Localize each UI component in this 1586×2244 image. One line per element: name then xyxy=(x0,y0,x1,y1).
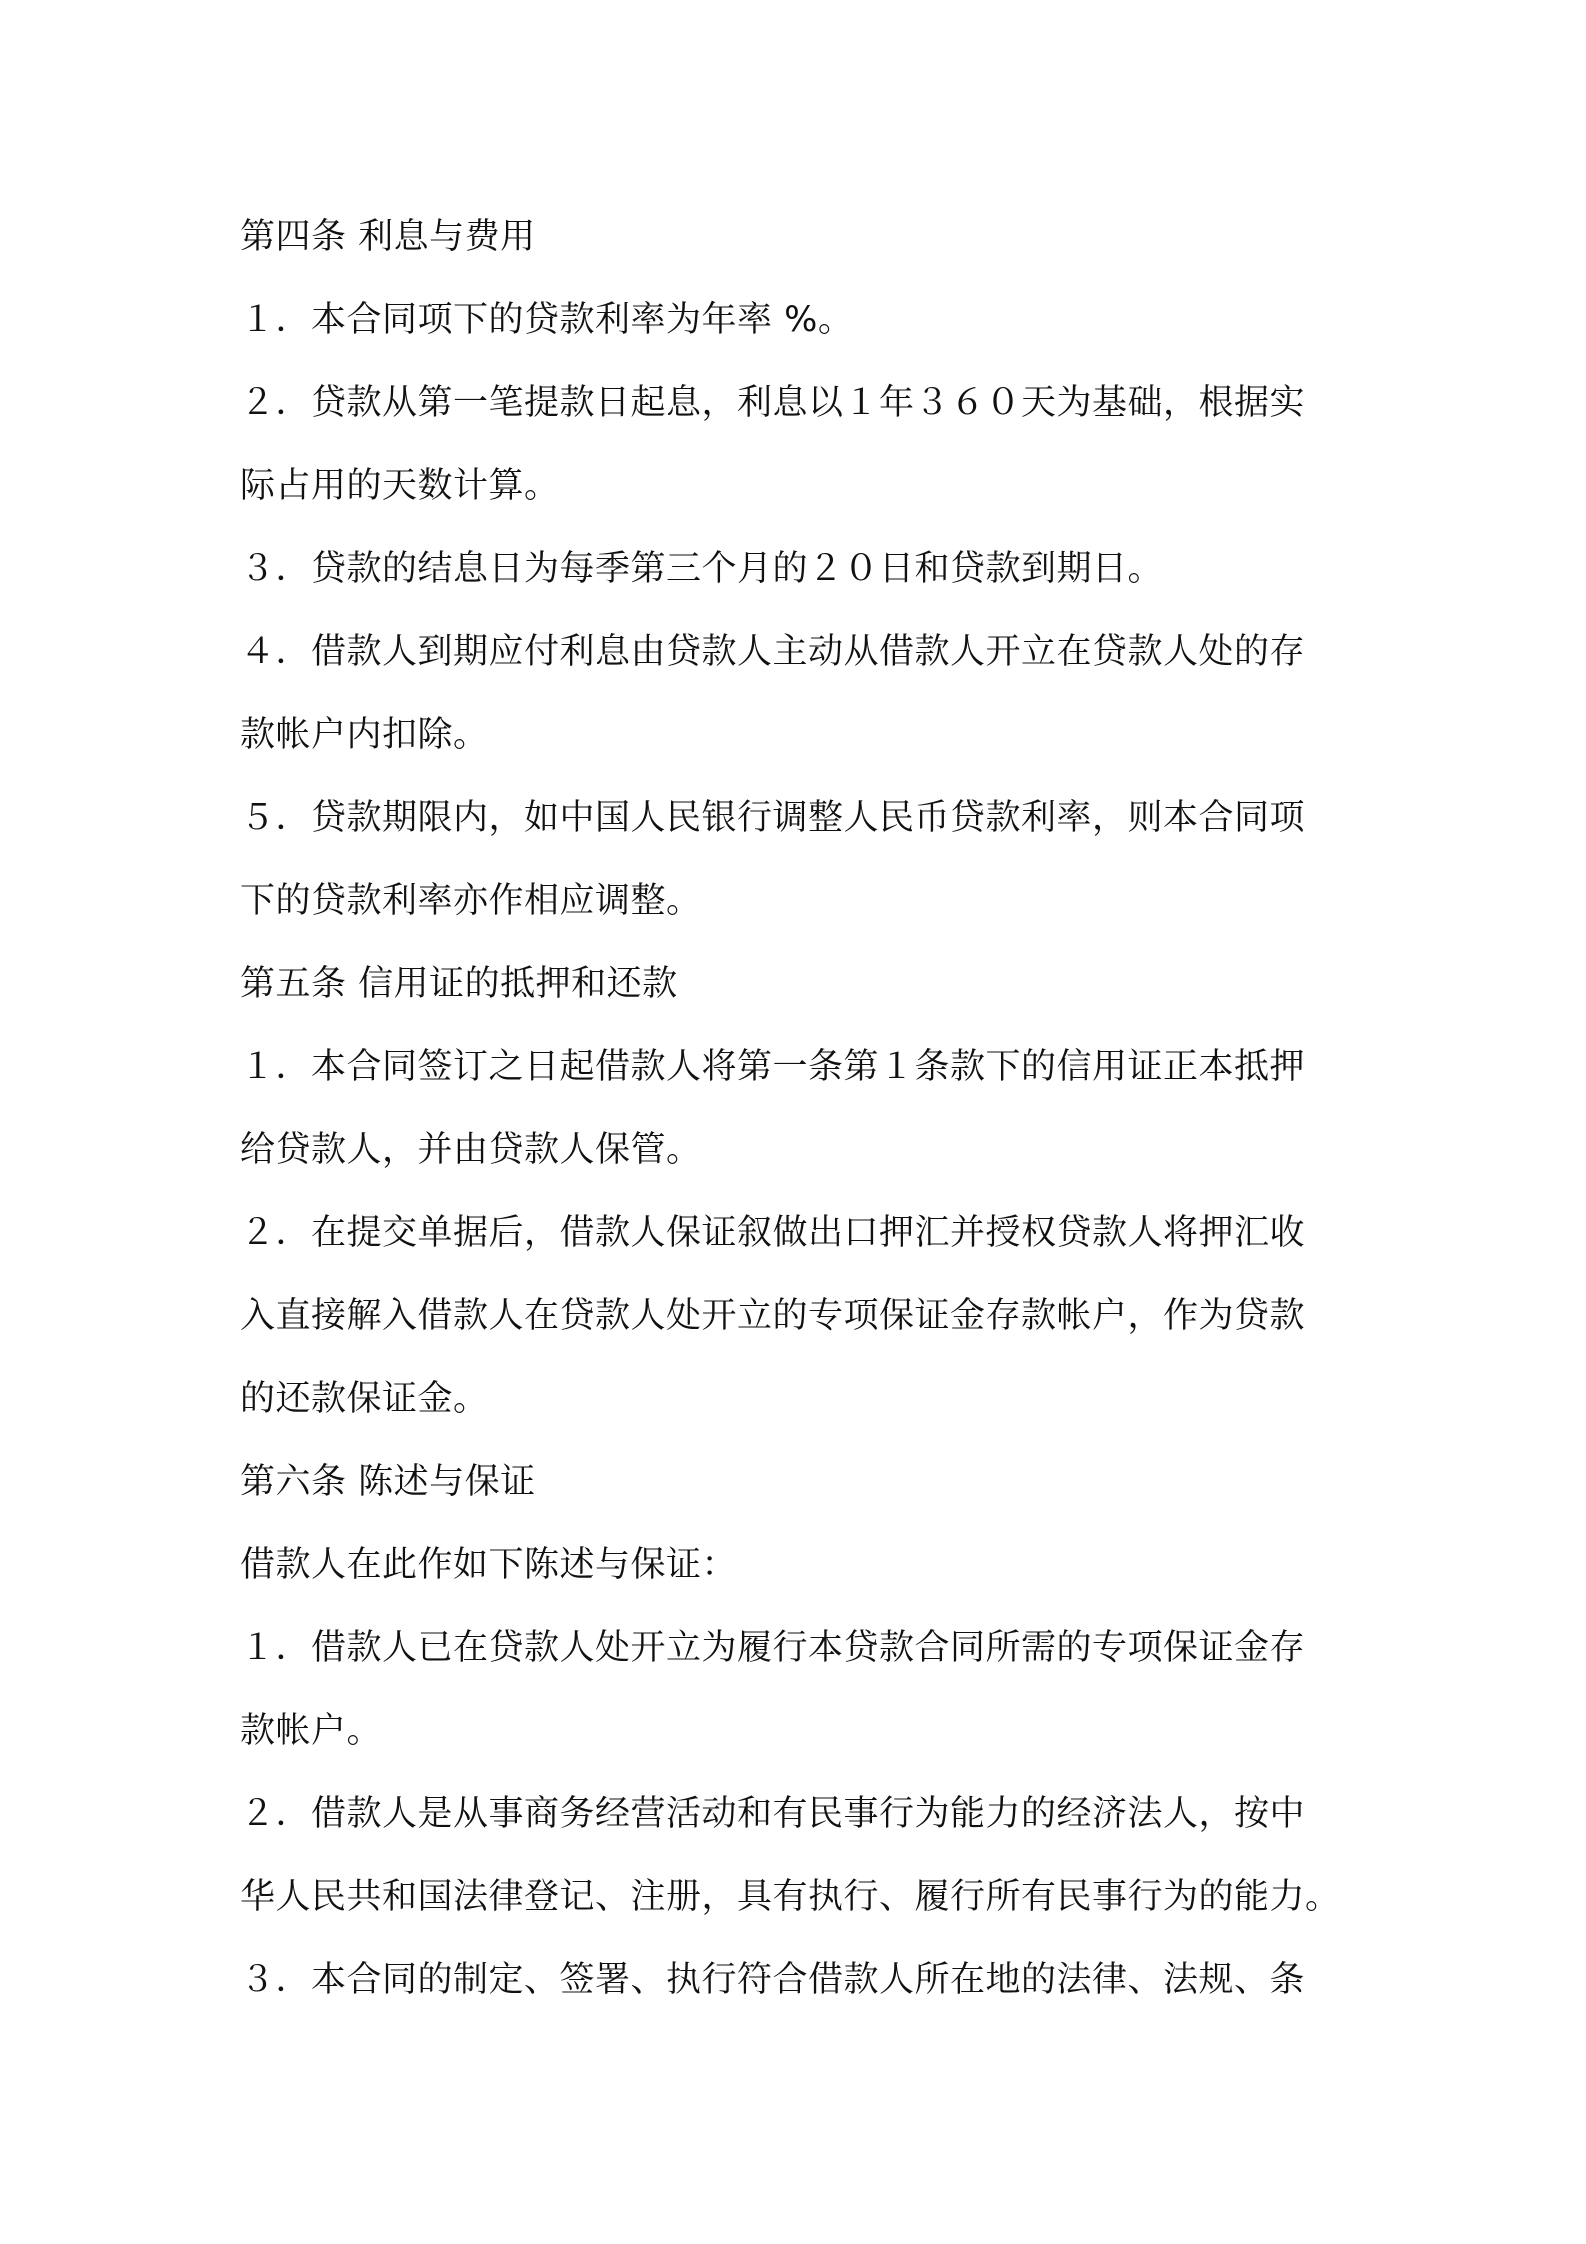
paragraph-line: ２．在提交单据后，借款人保证叙做出口押汇并授权贷款人将押汇收 xyxy=(240,1213,1306,1253)
paragraph-line: 款帐户内扣除。 xyxy=(240,715,489,755)
paragraph-line: 入直接解入借款人在贷款人处开立的专项保证金存款帐户，作为贷款 xyxy=(240,1296,1306,1336)
article-heading-6: 第六条 陈述与保证 xyxy=(240,1462,536,1502)
paragraph-line: ３．贷款的结息日为每季第三个月的２０日和贷款到期日。 xyxy=(240,549,1164,589)
paragraph-line: ５．贷款期限内，如中国人民银行调整人民币贷款利率，则本合同项 xyxy=(240,798,1306,838)
paragraph-line: 下的贷款利率亦作相应调整。 xyxy=(240,881,702,921)
paragraph-line: ２．借款人是从事商务经营活动和有民事行为能力的经济法人，按中 xyxy=(240,1794,1306,1834)
article-heading-4: 第四条 利息与费用 xyxy=(240,217,536,257)
document-body xyxy=(240,196,1360,2022)
paragraph-line: １．借款人已在贷款人处开立为履行本贷款合同所需的专项保证金存 xyxy=(240,1628,1306,1668)
paragraph-line: 借款人在此作如下陈述与保证： xyxy=(240,1545,738,1585)
paragraph-line: ２．贷款从第一笔提款日起息，利息以１年３６０天为基础，根据实 xyxy=(240,383,1306,423)
paragraph-line: 华人民共和国法律登记、注册，具有执行、履行所有民事行为的能力。 xyxy=(240,1877,1341,1917)
paragraph-line: １．本合同项下的贷款利率为年率 %。 xyxy=(240,300,854,340)
paragraph-line: 款帐户。 xyxy=(240,1711,383,1751)
paragraph-line: 际占用的天数计算。 xyxy=(240,466,560,506)
article-heading-5: 第五条 信用证的抵押和还款 xyxy=(240,964,678,1004)
paragraph-line: ４．借款人到期应付利息由贷款人主动从借款人开立在贷款人处的存 xyxy=(240,632,1306,672)
paragraph-line: 给贷款人，并由贷款人保管。 xyxy=(240,1130,702,1170)
paragraph-line: １．本合同签订之日起借款人将第一条第１条款下的信用证正本抵押 xyxy=(240,1047,1306,1087)
paragraph-line: ３．本合同的制定、签署、执行符合借款人所在地的法律、法规、条 xyxy=(240,1960,1306,2000)
paragraph-line: 的还款保证金。 xyxy=(240,1379,489,1419)
